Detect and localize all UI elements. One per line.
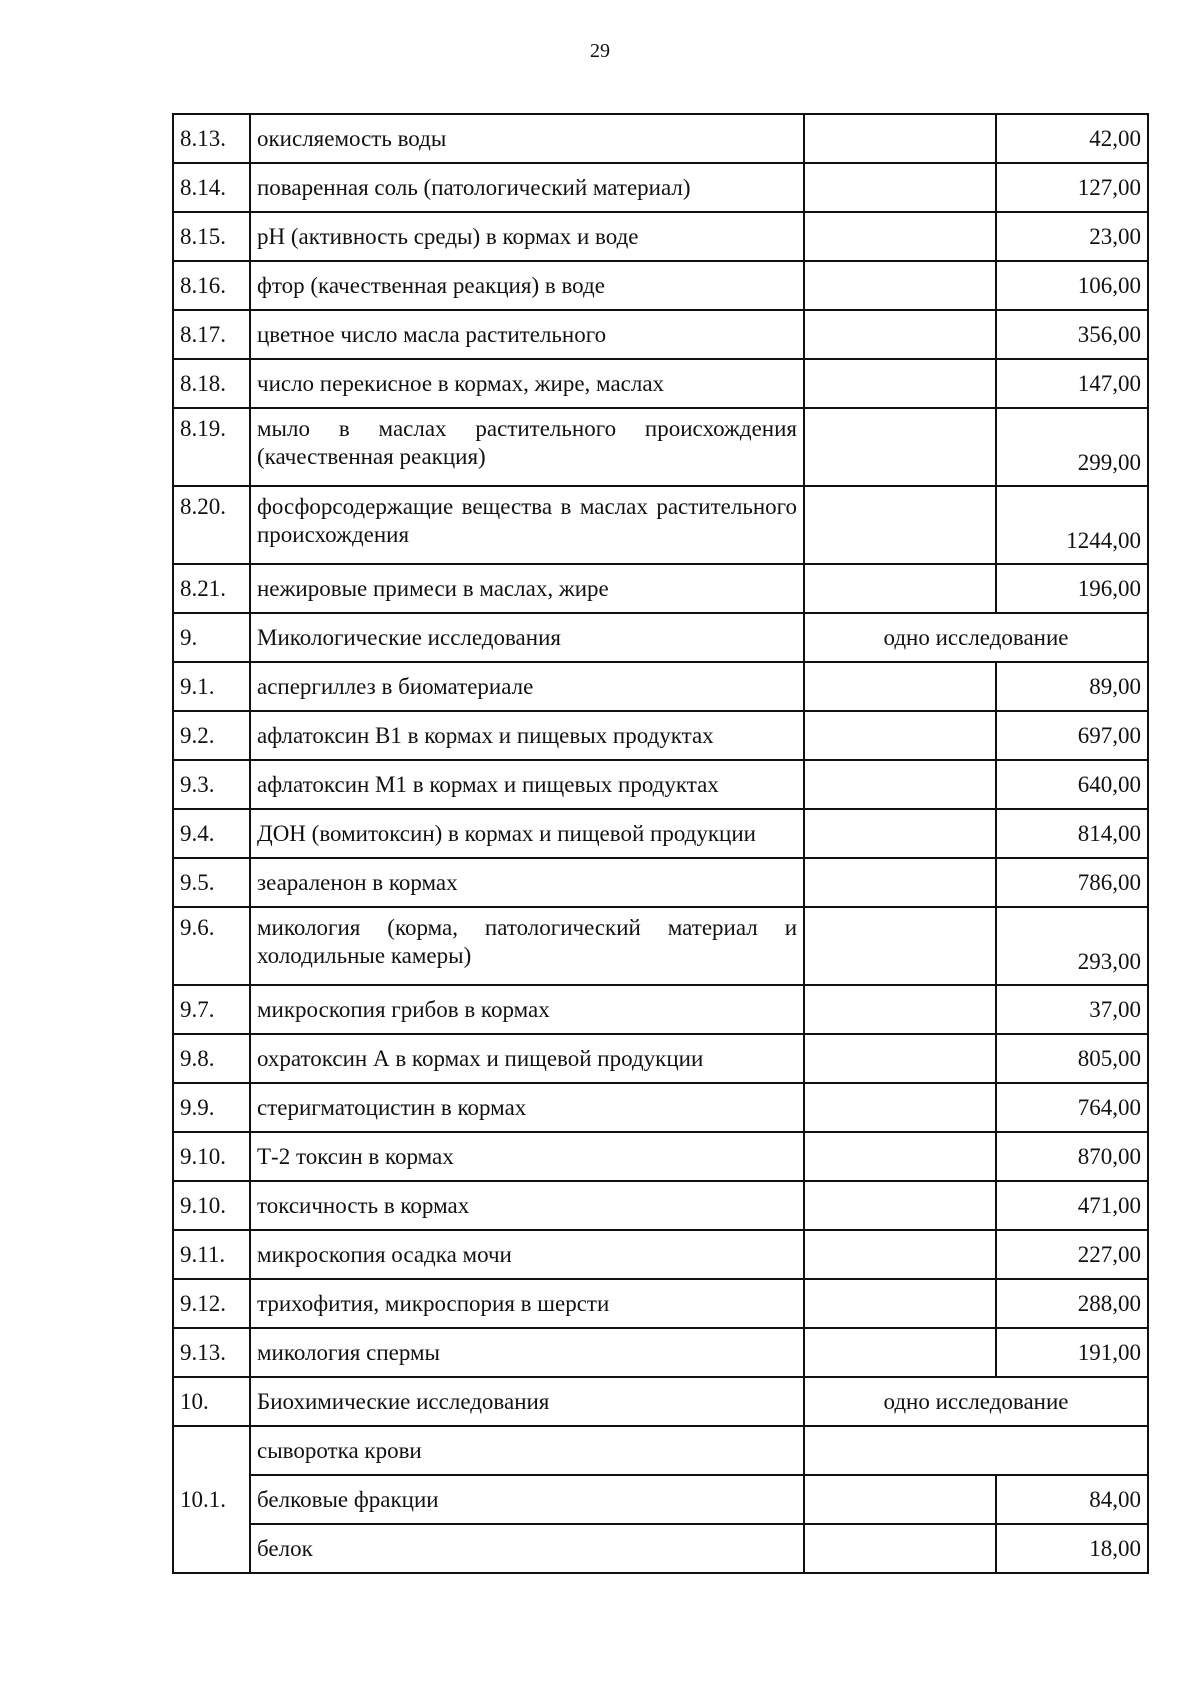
group-number: 10.1. <box>173 1426 250 1573</box>
unit-cell <box>804 1132 996 1181</box>
table-row <box>173 486 1148 564</box>
row-number: 9.6. <box>173 907 250 985</box>
row-number: 9.2. <box>173 711 250 760</box>
unit-cell <box>804 1230 996 1279</box>
table-row <box>173 1181 1148 1230</box>
unit-cell <box>804 163 996 212</box>
row-price: 227,00 <box>996 1230 1148 1279</box>
row-number: 8.14. <box>173 163 250 212</box>
row-name: аспергиллез в биоматериале <box>250 662 804 711</box>
row-price: 106,00 <box>996 261 1148 310</box>
row-number: 8.15. <box>173 212 250 261</box>
section-unit: одно исследование <box>804 1377 1148 1426</box>
row-price: 786,00 <box>996 858 1148 907</box>
unit-cell <box>804 359 996 408</box>
page-number: 29 <box>590 40 610 62</box>
row-name: афлатоксин В1 в кормах и пищевых продуктах <box>250 711 804 760</box>
row-price: 299,00 <box>996 408 1148 486</box>
row-price: 697,00 <box>996 711 1148 760</box>
row-name: мыло в маслах растительного происхождения (качественная реакция) <box>250 408 804 486</box>
section-header-row <box>173 613 1148 662</box>
table-row <box>173 907 1148 985</box>
section-header-row <box>173 1377 1148 1426</box>
table-row <box>173 711 1148 760</box>
row-number: 8.18. <box>173 359 250 408</box>
row-price: 127,00 <box>996 163 1148 212</box>
row-price: 42,00 <box>996 114 1148 163</box>
row-name: белковые фракции <box>250 1475 804 1524</box>
table-row <box>173 858 1148 907</box>
table-row <box>173 1524 1148 1573</box>
row-number: 9.4. <box>173 809 250 858</box>
row-number: 9.5. <box>173 858 250 907</box>
row-price: 764,00 <box>996 1083 1148 1132</box>
unit-cell <box>804 809 996 858</box>
group-unit-cell <box>804 1426 1148 1475</box>
table-row <box>173 1034 1148 1083</box>
table-row <box>173 261 1148 310</box>
table-row <box>173 1475 1148 1524</box>
row-number: 9.7. <box>173 985 250 1034</box>
row-name: микроскопия грибов в кормах <box>250 985 804 1034</box>
row-name: Т-2 токсин в кормах <box>250 1132 804 1181</box>
row-name: нежировые примеси в маслах, жире <box>250 564 804 613</box>
row-name: фтор (качественная реакция) в воде <box>250 261 804 310</box>
row-number: 9.12. <box>173 1279 250 1328</box>
row-number: 8.17. <box>173 310 250 359</box>
unit-cell <box>804 662 996 711</box>
row-price: 23,00 <box>996 212 1148 261</box>
unit-cell <box>804 907 996 985</box>
row-price: 196,00 <box>996 564 1148 613</box>
row-name: поваренная соль (патологический материал) <box>250 163 804 212</box>
row-name: микология спермы <box>250 1328 804 1377</box>
unit-cell <box>804 985 996 1034</box>
row-price: 805,00 <box>996 1034 1148 1083</box>
unit-cell <box>804 858 996 907</box>
row-number: 8.19. <box>173 408 250 486</box>
row-number: 9.1. <box>173 662 250 711</box>
row-name: ДОН (вомитоксин) в кормах и пищевой продукции <box>250 809 804 858</box>
row-price: 18,00 <box>996 1524 1148 1573</box>
table-row <box>173 985 1148 1034</box>
table-row <box>173 564 1148 613</box>
unit-cell <box>804 310 996 359</box>
price-table <box>172 113 1149 1574</box>
unit-cell <box>804 1034 996 1083</box>
row-price: 471,00 <box>996 1181 1148 1230</box>
row-name: охратоксин А в кормах и пищевой продукции <box>250 1034 804 1083</box>
row-name: фосфорсодержащие вещества в маслах растительного происхождения <box>250 486 804 564</box>
row-name: микроскопия осадка мочи <box>250 1230 804 1279</box>
unit-cell <box>804 1083 996 1132</box>
row-number: 9.13. <box>173 1328 250 1377</box>
table-row <box>173 1279 1148 1328</box>
unit-cell <box>804 408 996 486</box>
row-name: афлатоксин М1 в кормах и пищевых продуктах <box>250 760 804 809</box>
row-price: 84,00 <box>996 1475 1148 1524</box>
unit-cell <box>804 564 996 613</box>
row-name: зеараленон в кормах <box>250 858 804 907</box>
row-number: 9.8. <box>173 1034 250 1083</box>
row-price: 870,00 <box>996 1132 1148 1181</box>
row-price: 356,00 <box>996 310 1148 359</box>
row-price: 37,00 <box>996 985 1148 1034</box>
row-name: цветное число масла растительного <box>250 310 804 359</box>
row-number: 9.10. <box>173 1132 250 1181</box>
row-price: 293,00 <box>996 907 1148 985</box>
unit-cell <box>804 212 996 261</box>
table-row <box>173 809 1148 858</box>
unit-cell <box>804 114 996 163</box>
unit-cell <box>804 261 996 310</box>
row-price: 1244,00 <box>996 486 1148 564</box>
row-number: 8.20. <box>173 486 250 564</box>
section-number: 9. <box>173 613 250 662</box>
table-row <box>173 408 1148 486</box>
table-row <box>173 760 1148 809</box>
row-name: число перекисное в кормах, жире, маслах <box>250 359 804 408</box>
row-name: стеригматоцистин в кормах <box>250 1083 804 1132</box>
row-price: 640,00 <box>996 760 1148 809</box>
table-row <box>173 212 1148 261</box>
section-title: Биохимические исследования <box>250 1377 804 1426</box>
row-price: 814,00 <box>996 809 1148 858</box>
unit-cell <box>804 1279 996 1328</box>
row-number: 9.9. <box>173 1083 250 1132</box>
table-row <box>173 1328 1148 1377</box>
row-name: окисляемость воды <box>250 114 804 163</box>
section-number: 10. <box>173 1377 250 1426</box>
group-header-row <box>173 1426 1148 1475</box>
table-row <box>173 114 1148 163</box>
row-price: 288,00 <box>996 1279 1148 1328</box>
unit-cell <box>804 486 996 564</box>
table-row <box>173 310 1148 359</box>
table-row <box>173 662 1148 711</box>
unit-cell <box>804 1328 996 1377</box>
row-name: трихофития, микроспория в шерсти <box>250 1279 804 1328</box>
row-price: 147,00 <box>996 359 1148 408</box>
unit-cell <box>804 1475 996 1524</box>
row-number: 8.21. <box>173 564 250 613</box>
row-number: 8.16. <box>173 261 250 310</box>
row-price: 89,00 <box>996 662 1148 711</box>
row-name: микология (корма, патологический материал и холодильные камеры) <box>250 907 804 985</box>
section-unit: одно исследование <box>804 613 1148 662</box>
table-row <box>173 1083 1148 1132</box>
row-name: белок <box>250 1524 804 1573</box>
table-row <box>173 359 1148 408</box>
unit-cell <box>804 760 996 809</box>
table-row <box>173 1230 1148 1279</box>
unit-cell <box>804 1181 996 1230</box>
row-number: 8.13. <box>173 114 250 163</box>
row-number: 9.10. <box>173 1181 250 1230</box>
row-price: 191,00 <box>996 1328 1148 1377</box>
group-title: сыворотка крови <box>250 1426 804 1475</box>
row-name: pH (активность среды) в кормах и воде <box>250 212 804 261</box>
unit-cell <box>804 1524 996 1573</box>
table-row <box>173 163 1148 212</box>
row-number: 9.3. <box>173 760 250 809</box>
section-title: Микологические исследования <box>250 613 804 662</box>
table-row <box>173 1132 1148 1181</box>
row-name: токсичность в кормах <box>250 1181 804 1230</box>
row-number: 9.11. <box>173 1230 250 1279</box>
unit-cell <box>804 711 996 760</box>
